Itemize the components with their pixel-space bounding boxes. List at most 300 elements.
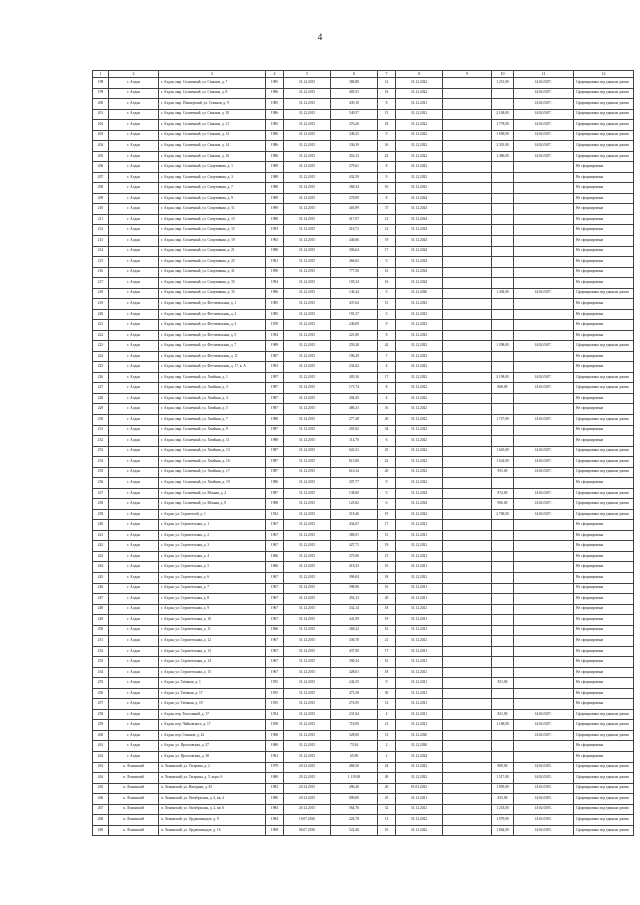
table-row	[93, 341, 634, 352]
cell-settlement: г. Алдан	[109, 678, 159, 689]
cell-land-status: Не сформирована	[574, 594, 634, 605]
cell-relocation-date: 31.12.2022	[396, 825, 443, 836]
cell-land-status: Сформирована под единым домом	[574, 730, 634, 741]
cell-area: 418,33	[331, 562, 378, 573]
cell-row-number: 199	[93, 88, 109, 99]
cell-land-area: 1 253,00	[492, 804, 514, 815]
cell-row-number: 228	[93, 393, 109, 404]
cell-settlement: г. Алдан	[109, 436, 159, 447]
cell-extra	[443, 257, 492, 268]
cell-row-number: 202	[93, 120, 109, 131]
cell-extra	[443, 688, 492, 699]
cell-build-year: 1994	[266, 278, 284, 289]
cell-residents: 9	[378, 320, 396, 331]
cell-extra	[443, 214, 492, 225]
cell-residents: 3	[378, 309, 396, 320]
cell-area: 146,24	[331, 288, 378, 299]
cell-build-year: 1955	[266, 699, 284, 710]
cell-cadastral-number: 14:02:0107..	[514, 709, 574, 720]
cell-land-status: Не сформирована	[574, 583, 634, 594]
cell-residents: 16	[378, 825, 396, 836]
cell-address: п. Ленинский, ул. Октябрьская, д. 2, кв. 4	[159, 794, 266, 805]
cell-residents: 21	[378, 214, 396, 225]
cell-land-status: Не сформирована	[574, 246, 634, 257]
cell-build-year: 1993	[266, 362, 284, 373]
cell-recognition-date: 31.12.2015	[284, 214, 331, 225]
table-row	[93, 572, 634, 583]
cell-address: г. Алдан, мкр. Солнечный, ул. Хвойная, д. 1	[159, 372, 266, 383]
cell-relocation-date: 31.12.2020	[396, 288, 443, 299]
cell-address: г. Алдан, ул. Строителей, д. 1	[159, 509, 266, 520]
cell-settlement: п. Ленинский	[109, 825, 159, 836]
cell-address: г. Алдан, мкр. Солнечный, ул. Сеньков, д. 7	[159, 78, 266, 89]
cell-build-year: 1987	[266, 393, 284, 404]
cell-land-status: Сформирована под единым домом	[574, 509, 634, 520]
cell-land-area	[492, 730, 514, 741]
cell-area: 204,45	[331, 393, 378, 404]
table-row	[93, 130, 634, 141]
cell-build-year: 1959	[266, 320, 284, 331]
cell-land-status: Не сформирована	[574, 257, 634, 268]
cell-land-status: Не сформирована	[574, 741, 634, 752]
cell-area: 231,64	[331, 709, 378, 720]
cell-row-number: 247	[93, 594, 109, 605]
table-row	[93, 773, 634, 784]
table-row	[93, 246, 634, 257]
cell-extra	[443, 478, 492, 489]
table-row	[93, 530, 634, 541]
cell-relocation-date: 31.12.2021	[396, 530, 443, 541]
cell-land-area	[492, 246, 514, 257]
cell-relocation-date: 31.12.2023	[396, 172, 443, 183]
cell-residents: 17	[378, 246, 396, 257]
cell-residents: 5	[378, 288, 396, 299]
cell-cadastral-number	[514, 225, 574, 236]
table-row	[93, 752, 634, 763]
table-row	[93, 78, 634, 89]
cell-row-number: 238	[93, 499, 109, 510]
cell-land-status: Сформирована под единым домом	[574, 109, 634, 120]
table-row	[93, 193, 634, 204]
cell-land-status: Сформирована под единым домом	[574, 341, 634, 352]
cell-recognition-date: 20.12.2015	[284, 794, 331, 805]
cell-land-area	[492, 741, 514, 752]
cell-recognition-date: 20.12.2015	[284, 783, 331, 794]
cell-row-number: 263	[93, 762, 109, 773]
cell-area: 221,80	[331, 330, 378, 341]
cell-address: г. Алдан, мкр. Солнечный, ул. Хвойная, д. 16	[159, 457, 266, 468]
cell-row-number: 264	[93, 773, 109, 784]
cell-build-year: 1982	[266, 783, 284, 794]
cell-cadastral-number	[514, 678, 574, 689]
cell-recognition-date: 31.12.2015	[284, 162, 331, 173]
cell-extra	[443, 383, 492, 394]
cell-cadastral-number: 14:02:0107..	[514, 78, 574, 89]
cell-address: г. Алдан, ул. Строительная, д. 4	[159, 551, 266, 562]
cell-address: г. Алдан, ул. Строительная, д. 7	[159, 583, 266, 594]
cell-extra	[443, 773, 492, 784]
cell-area: 138,00	[331, 488, 378, 499]
cell-extra	[443, 794, 492, 805]
cell-cadastral-number	[514, 625, 574, 636]
cell-recognition-date: 31.12.2015	[284, 299, 331, 310]
cell-residents: 18	[378, 604, 396, 615]
cell-extra	[443, 225, 492, 236]
cell-relocation-date: 31.12.2022	[396, 436, 443, 447]
cell-relocation-date: 31.12.2022	[396, 815, 443, 826]
cell-area: 259,28	[331, 341, 378, 352]
table-row	[93, 214, 634, 225]
cell-recognition-date: 31.12.2015	[284, 741, 331, 752]
cell-address: г. Алдан, ул. Строительная, д. 8	[159, 594, 266, 605]
cell-extra	[443, 741, 492, 752]
cell-row-number: 243	[93, 551, 109, 562]
cell-land-status: Не сформирована	[574, 646, 634, 657]
cell-row-number: 215	[93, 257, 109, 268]
cell-settlement: г. Алдан	[109, 162, 159, 173]
cell-build-year: 1979	[266, 762, 284, 773]
cell-build-year: 1961	[266, 257, 284, 268]
cell-cadastral-number	[514, 351, 574, 362]
cell-row-number: 268	[93, 815, 109, 826]
table-row	[93, 141, 634, 152]
cell-area: 564,76	[331, 804, 378, 815]
cell-area: 522,40	[331, 825, 378, 836]
cell-area: 396,04	[331, 572, 378, 583]
cell-land-status: Не сформирована	[574, 320, 634, 331]
cell-land-area	[492, 235, 514, 246]
cell-build-year: 1968	[266, 730, 284, 741]
cell-residents: 16	[378, 657, 396, 668]
cell-land-status: Сформирована под единым домом	[574, 288, 634, 299]
cell-cadastral-number: 14:02:0107..	[514, 457, 574, 468]
cell-settlement: г. Алдан	[109, 288, 159, 299]
table-row	[93, 499, 634, 510]
cell-build-year: 1987	[266, 383, 284, 394]
cell-settlement: п. Ленинский	[109, 773, 159, 784]
cell-area: 718,00	[331, 720, 378, 731]
cell-recognition-date: 31.12.2015	[284, 415, 331, 426]
cell-settlement: г. Алдан	[109, 425, 159, 436]
table-row	[93, 467, 634, 478]
cell-extra	[443, 804, 492, 815]
table-row	[93, 109, 634, 120]
cell-land-status: Не сформирована	[574, 172, 634, 183]
cell-address: г. Алдан, мкр. Солнечный, ул. Спортивная, д. 35	[159, 288, 266, 299]
cell-address: г. Алдан, мкр. Солнечный, ул. Южная, д. 8	[159, 499, 266, 510]
cell-land-area	[492, 351, 514, 362]
cell-area: 196,29	[331, 351, 378, 362]
cell-cadastral-number	[514, 657, 574, 668]
cell-area: 376,26	[331, 120, 378, 131]
cell-residents: 4	[378, 393, 396, 404]
cell-row-number: 253	[93, 657, 109, 668]
cell-row-number: 265	[93, 783, 109, 794]
cell-extra	[443, 299, 492, 310]
cell-build-year: 1967	[266, 520, 284, 531]
cell-row-number: 208	[93, 183, 109, 194]
cell-land-area	[492, 594, 514, 605]
table-row	[93, 99, 634, 110]
cell-settlement: г. Алдан	[109, 572, 159, 583]
cell-cadastral-number	[514, 562, 574, 573]
cell-row-number: 239	[93, 509, 109, 520]
cell-area: 486,31	[331, 404, 378, 415]
cell-extra	[443, 730, 492, 741]
cell-relocation-date: 31.12.2023	[396, 762, 443, 773]
cell-land-area	[492, 309, 514, 320]
cell-area: 615,06	[331, 457, 378, 468]
cell-settlement: г. Алдан	[109, 362, 159, 373]
table-row	[93, 120, 634, 131]
cell-row-number: 262	[93, 752, 109, 763]
cell-row-number: 269	[93, 825, 109, 836]
cell-land-status: Не сформирована	[574, 309, 634, 320]
cell-area: 348,25	[331, 130, 378, 141]
cell-relocation-date: 31.12.2023	[396, 330, 443, 341]
cell-settlement: г. Алдан	[109, 667, 159, 678]
cell-row-number: 261	[93, 741, 109, 752]
cell-relocation-date: 31.12.2021	[396, 794, 443, 805]
cell-recognition-date: 31.12.2015	[284, 109, 331, 120]
cell-extra	[443, 815, 492, 826]
cell-area: 437,90	[331, 646, 378, 657]
cell-recognition-date: 31.12.2015	[284, 288, 331, 299]
cell-land-status: Сформирована под единым домом	[574, 457, 634, 468]
cell-extra	[443, 78, 492, 89]
cell-cadastral-number: 14:02:0107..	[514, 130, 574, 141]
cell-land-status: Сформирована под единым домом	[574, 120, 634, 131]
cell-extra	[443, 362, 492, 373]
cell-relocation-date: 31.12.2022	[396, 404, 443, 415]
cell-settlement: г. Алдан	[109, 509, 159, 520]
cell-cadastral-number: 14:02:0107..	[514, 720, 574, 731]
cell-settlement: г. Алдан	[109, 709, 159, 720]
cell-land-area	[492, 688, 514, 699]
cell-land-status: Сформирована под единым домом	[574, 804, 634, 815]
cell-land-status: Сформирована под единым домом	[574, 815, 634, 826]
cell-address: г. Алдан, ул. Строительная, д. 9	[159, 604, 266, 615]
cell-extra	[443, 141, 492, 152]
cell-extra	[443, 520, 492, 531]
cell-relocation-date: 31.12.2022	[396, 478, 443, 489]
cell-build-year: 1967	[266, 572, 284, 583]
cell-extra	[443, 351, 492, 362]
cell-recognition-date: 31.12.2015	[284, 309, 331, 320]
cell-land-status: Не сформирована	[574, 699, 634, 710]
cell-area: 549,57	[331, 109, 378, 120]
cell-extra	[443, 499, 492, 510]
cell-settlement: г. Алдан	[109, 235, 159, 246]
table-row	[93, 636, 634, 647]
cell-land-area: 2 391,00	[492, 141, 514, 152]
cell-land-area: 1 095,00	[492, 783, 514, 794]
cell-land-area	[492, 183, 514, 194]
cell-relocation-date: 31.12.2022	[396, 425, 443, 436]
cell-cadastral-number	[514, 615, 574, 626]
cell-land-area	[492, 162, 514, 173]
cell-build-year: 1986	[266, 141, 284, 152]
cell-row-number: 266	[93, 794, 109, 805]
cell-address: г. Алдан, мкр. Солнечный, ул. Хвойная, д. 5	[159, 404, 266, 415]
cell-land-status: Не сформирована	[574, 193, 634, 204]
cell-address: г. Алдан, мкр. Солнечный, ул. Спортивная, д. 33	[159, 278, 266, 289]
cell-extra	[443, 667, 492, 678]
cell-relocation-date: 31.12.2024	[396, 235, 443, 246]
cell-recognition-date: 31.12.2015	[284, 499, 331, 510]
table-row	[93, 604, 634, 615]
cell-cadastral-number: 14:02:0107..	[514, 730, 574, 741]
cell-cadastral-number: 14:02:0105..	[514, 773, 574, 784]
cell-area: 1 119,00	[331, 773, 378, 784]
cell-land-area: 811,00	[492, 678, 514, 689]
cell-extra	[443, 436, 492, 447]
cell-address: г. Алдан, мкр. Солнечный, ул. Хвойная, д. 9	[159, 425, 266, 436]
cell-address: г. Алдан, мкр. Солнечный, ул. Хвойная, д. 7	[159, 415, 266, 426]
cell-settlement: г. Алдан	[109, 309, 159, 320]
cell-extra	[443, 783, 492, 794]
cell-land-status: Сформирована под единым домом	[574, 130, 634, 141]
cell-address: г. Алдан, ул. Строительная, д. 12	[159, 636, 266, 647]
cell-extra	[443, 488, 492, 499]
cell-land-status: Не сформирована	[574, 625, 634, 636]
cell-residents: 22	[378, 457, 396, 468]
cell-extra	[443, 636, 492, 647]
table-row	[93, 278, 634, 289]
cell-land-area	[492, 572, 514, 583]
cell-build-year: 1988	[266, 172, 284, 183]
cell-relocation-date: 31.12.2022	[396, 773, 443, 784]
cell-land-status: Не сформирована	[574, 214, 634, 225]
cell-build-year: 1967	[266, 667, 284, 678]
cell-land-status: Сформирована под единым домом	[574, 383, 634, 394]
column-number: 4	[266, 71, 284, 78]
cell-relocation-date: 31.12.2021	[396, 688, 443, 699]
cell-land-area	[492, 330, 514, 341]
cell-cadastral-number	[514, 551, 574, 562]
cell-settlement: г. Алдан	[109, 457, 159, 468]
cell-settlement: г. Алдан	[109, 109, 159, 120]
cell-address: г. Алдан, мкр. Солнечный, ул. Спортивная, д. 25	[159, 257, 266, 268]
cell-recognition-date: 31.12.2015	[284, 141, 331, 152]
cell-build-year: 1967	[266, 604, 284, 615]
cell-row-number: 231	[93, 425, 109, 436]
cell-relocation-date: 31.12.2024	[396, 267, 443, 278]
column-number: 11	[514, 71, 574, 78]
cell-area: 191,37	[331, 309, 378, 320]
cell-row-number: 213	[93, 235, 109, 246]
cell-recognition-date: 31.12.2015	[284, 341, 331, 352]
table-row	[93, 362, 634, 373]
cell-area: 440,66	[331, 235, 378, 246]
cell-extra	[443, 320, 492, 331]
table-row	[93, 404, 634, 415]
cell-relocation-date: 31.12.2021	[396, 625, 443, 636]
cell-recognition-date: 31.12.2015	[284, 120, 331, 131]
cell-recognition-date: 31.12.2015	[284, 425, 331, 436]
cell-build-year: 1955	[266, 678, 284, 689]
cell-extra	[443, 235, 492, 246]
cell-address: г. Алдан, мкр. Солнечный, ул. Спортивная, д. 3	[159, 172, 266, 183]
cell-settlement: г. Алдан	[109, 88, 159, 99]
cell-cadastral-number	[514, 688, 574, 699]
cell-extra	[443, 341, 492, 352]
cell-cadastral-number	[514, 594, 574, 605]
cell-build-year: 1966	[266, 625, 284, 636]
cell-relocation-date: 31.12.2022	[396, 446, 443, 457]
cell-land-status: Не сформирована	[574, 636, 634, 647]
cell-address: г. Алдан, мкр. Солнечный, ул. Спортивная, д. 1	[159, 162, 266, 173]
cell-row-number: 256	[93, 688, 109, 699]
cell-cadastral-number: 14:02:0105..	[514, 815, 574, 826]
cell-land-status: Сформирована под единым домом	[574, 141, 634, 152]
cell-cadastral-number	[514, 646, 574, 657]
cell-residents: 24	[378, 762, 396, 773]
cell-recognition-date: 31.12.2015	[284, 709, 331, 720]
table-row	[93, 825, 634, 836]
cell-residents: 7	[378, 351, 396, 362]
cell-row-number: 220	[93, 309, 109, 320]
cell-land-area	[492, 657, 514, 668]
column-number: 3	[159, 71, 266, 78]
cell-residents: 22	[378, 151, 396, 162]
table-row	[93, 625, 634, 636]
cell-build-year: 1988	[266, 183, 284, 194]
cell-row-number: 206	[93, 162, 109, 173]
cell-relocation-date: 31.12.2021	[396, 99, 443, 110]
cell-residents: 19	[378, 541, 396, 552]
cell-land-status: Сформирована под единым домом	[574, 88, 634, 99]
table-row	[93, 162, 634, 173]
table-row	[93, 541, 634, 552]
cell-area: 336,39	[331, 141, 378, 152]
cell-address: г. Алдан, мкр. Солнечный, ул. Сеньков, д. 11	[159, 120, 266, 131]
cell-row-number: 251	[93, 636, 109, 647]
cell-land-area	[492, 436, 514, 447]
cell-recognition-date: 20.12.2015	[284, 762, 331, 773]
cell-recognition-date: 31.12.2015	[284, 594, 331, 605]
table-row	[93, 415, 634, 426]
cell-cadastral-number	[514, 404, 574, 415]
cell-residents: 32	[378, 804, 396, 815]
cell-area: 466,02	[331, 257, 378, 268]
cell-cadastral-number: 14:02:0105..	[514, 783, 574, 794]
cell-address: п. Ленинский, ул. Гагарина, д. 2	[159, 762, 266, 773]
cell-relocation-date: 31.12.2022	[396, 151, 443, 162]
cell-settlement: г. Алдан	[109, 551, 159, 562]
cell-extra	[443, 130, 492, 141]
cell-cadastral-number	[514, 183, 574, 194]
cell-settlement: г. Алдан	[109, 267, 159, 278]
cell-land-status: Не сформирована	[574, 267, 634, 278]
cell-area: 173,74	[331, 383, 378, 394]
column-number: 12	[574, 71, 634, 78]
cell-settlement: г. Алдан	[109, 752, 159, 763]
cell-cadastral-number: 14:02:0107..	[514, 341, 574, 352]
cell-land-area: 1 658,00	[492, 130, 514, 141]
cell-row-number: 211	[93, 214, 109, 225]
cell-relocation-date: 31.12.2022	[396, 130, 443, 141]
table-row	[93, 225, 634, 236]
cell-residents: 20	[378, 594, 396, 605]
cell-build-year: 1989	[266, 204, 284, 215]
table-row	[93, 762, 634, 773]
cell-land-status: Не сформирована	[574, 551, 634, 562]
cell-settlement: г. Алдан	[109, 120, 159, 131]
cell-land-area: 1 643,00	[492, 446, 514, 457]
cell-extra	[443, 657, 492, 668]
cell-area: 432,14	[331, 604, 378, 615]
